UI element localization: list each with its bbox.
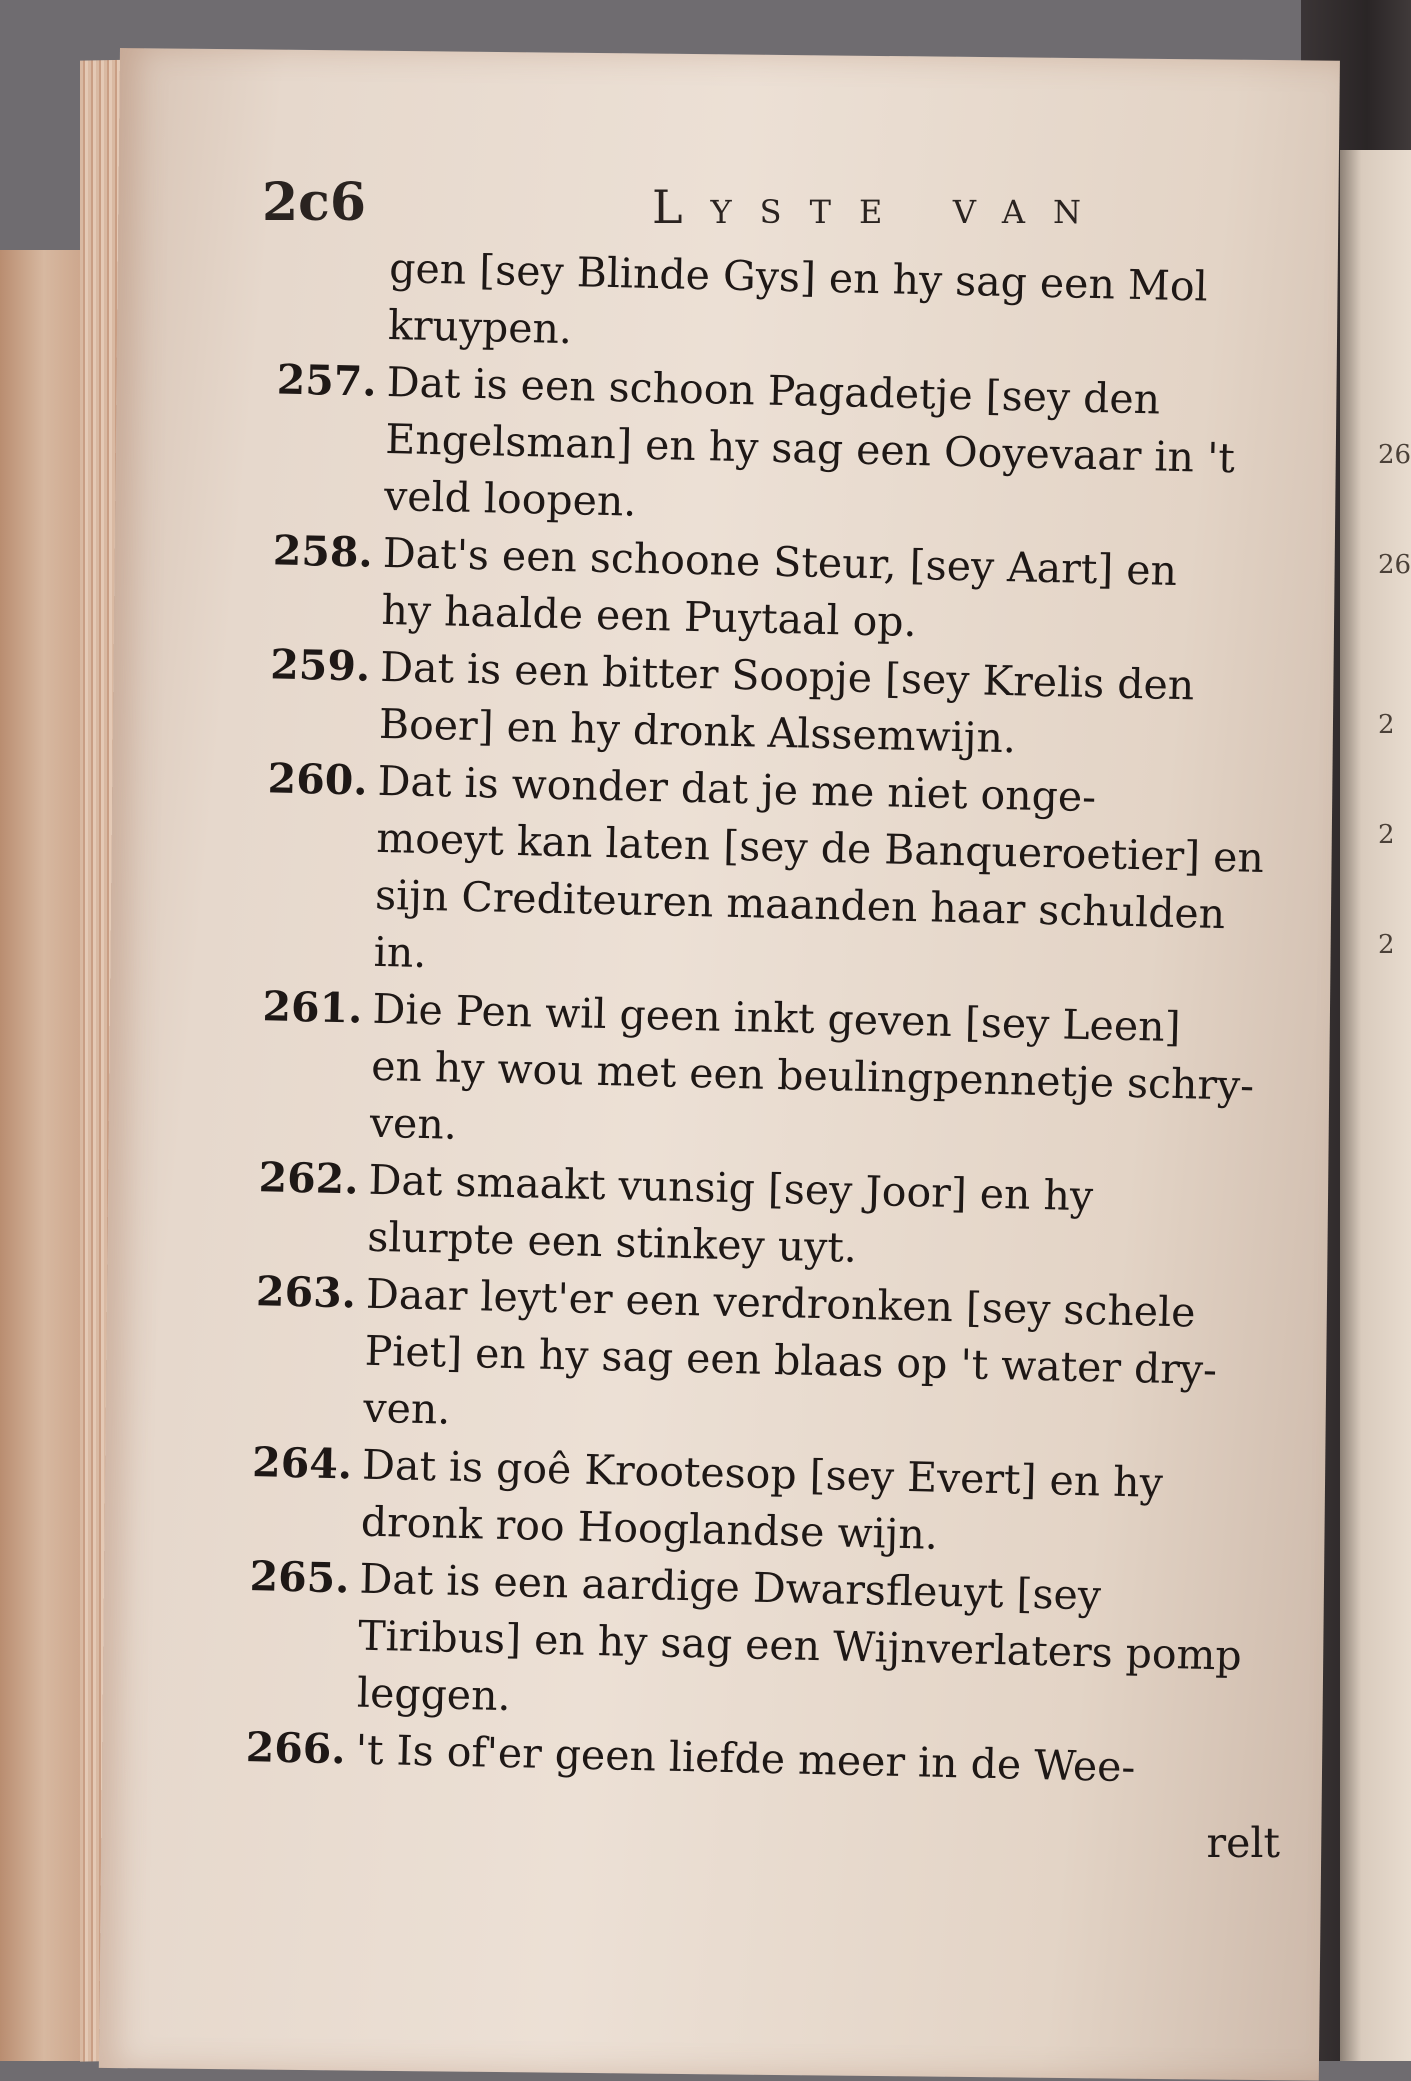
entry-number: 258. <box>272 526 374 577</box>
line-text: sijn Crediteuren maanden haar schulden <box>374 870 1226 939</box>
facing-page-margin-number: 2 <box>1378 820 1395 850</box>
line-text: Dat is een schoon Pagadetje [sey den <box>386 357 1161 424</box>
line-text: gen [sey Blinde Gys] en hy sag een Mol <box>388 243 1209 311</box>
facing-page-margin-number: 2 <box>1378 930 1395 960</box>
line-text: ven. <box>362 1383 451 1434</box>
entry-number: 257. <box>276 355 378 406</box>
running-title: Lyste van <box>652 180 1109 234</box>
entry-number: 259. <box>269 640 371 691</box>
line-text: ven. <box>369 1098 458 1149</box>
entry-number: 261. <box>262 982 363 1033</box>
line-text: Dat is goê Krootesop [sey Evert] en hy <box>361 1440 1164 1507</box>
line-text: dronk roo Hooglandse wijn. <box>360 1497 939 1559</box>
line-text: 't Is of'er geen liefde meer in de Wee- <box>355 1725 1136 1792</box>
line-text: Daar leyt'er een verdronken [sey schele <box>365 1269 1197 1337</box>
entry-number: 260. <box>267 754 369 805</box>
entry-number: 264. <box>251 1438 353 1489</box>
line-text: Die Pen wil geen inkt geven [sey Leen] <box>372 984 1182 1052</box>
facing-page-edge <box>1340 150 1411 2061</box>
page-number: 2c6 <box>262 172 367 233</box>
facing-page-margin-number: 26 <box>1378 440 1411 470</box>
line-text: slurpte een stinkey uyt. <box>366 1212 858 1272</box>
line-text: Dat's een schoone Steur, [sey Aart] en <box>382 528 1178 595</box>
page-header <box>262 172 1262 232</box>
entry-number: 265. <box>249 1552 351 1603</box>
line-text: Dat smaakt vunsig [sey Joor] en hy <box>368 1155 1094 1221</box>
line-text: Dat is een bitter Soopje [sey Krelis den <box>379 642 1195 710</box>
line-text: Boer] en hy dronk Alssemwijn. <box>378 699 1017 763</box>
text-block <box>245 240 1280 1799</box>
entry-number: 266. <box>245 1723 347 1774</box>
facing-page-margin-number: 26 <box>1378 550 1411 580</box>
line-text: kruypen. <box>387 300 573 354</box>
line-text: hy haalde een Puytaal op. <box>381 585 918 647</box>
line-text: moeyt kan laten [sey de Banqueroetier] en <box>375 813 1265 882</box>
entry-number: 263. <box>255 1267 357 1318</box>
line-text: Tiribus] en hy sag een Wijnverlaters pomp <box>357 1611 1243 1680</box>
line-text: Dat is een aardige Dwarsfleuyt [sey <box>359 1554 1102 1620</box>
line-text: Piet] en hy sag een blaas op 't water dry- <box>364 1326 1218 1395</box>
line-text: Dat is wonder dat je me niet onge- <box>377 756 1097 822</box>
entry-number: 262. <box>258 1153 360 1204</box>
catchword: relt <box>1206 1819 1280 1867</box>
line-text: veld loopen. <box>383 471 637 526</box>
line-text: en hy wou met een beulingpennetje schry- <box>370 1041 1255 1110</box>
line-text: in. <box>373 927 427 978</box>
line-text: Engelsman] en hy sag een Ooyevaar in 't <box>384 414 1236 483</box>
facing-page-margin-number: 2 <box>1378 710 1395 740</box>
line-text: leggen. <box>356 1668 512 1721</box>
